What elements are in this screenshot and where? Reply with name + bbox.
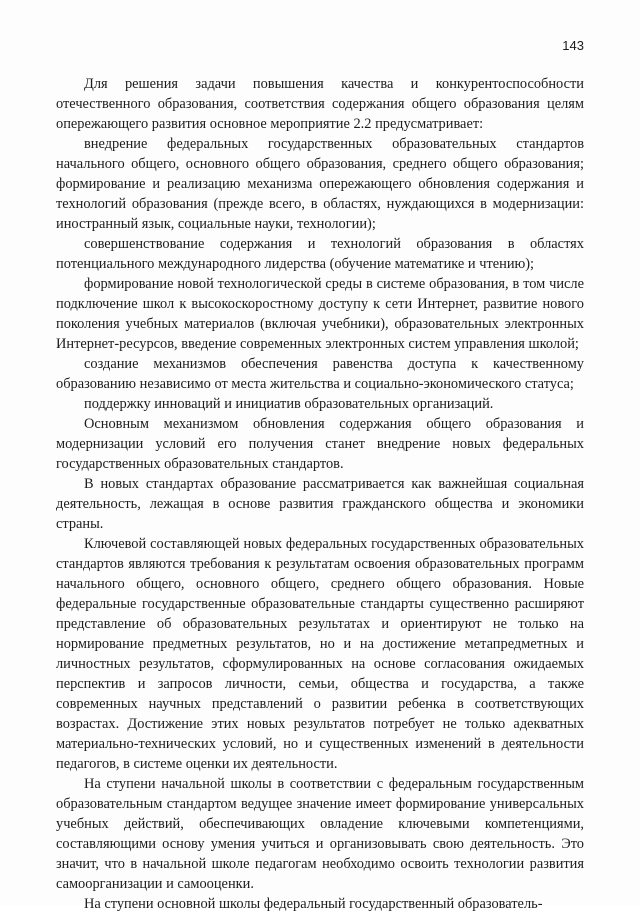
paragraph: Ключевой составляющей новых федеральных государственных образовательных стандартов являются требования к результатам освоения образовательных программ начального общего, основного общего, среднего общего образования. Новые федеральные государственные образовательные стандарты существенно расширяют представление об образовательных результатах и ориентируют не только на нормирование предметных результатов, но и на достижение метапредметных и личностных результатов, сформулированных на основе согласования ожидаемых перспектив и запросов личности, семьи, общества и государства, а также современных научных представлений о развитии ребенка в соответствующих возрастах. Достижение этих новых результатов потребует не только адекватных материально-технических условий, но и существенных изменений в деятельности педагогов, в системе оценки их деятельности. — [56, 536, 584, 772]
list-item: внедрение федеральных государственных образовательных стандартов начального общего, основного общего образования, среднего общего образования; формирование и реализацию механизма опережающего обновления содержания и технологий образования (прежде всего, в областях, нуждающихся в модернизации: иностранный язык, социальные науки, технологии); — [56, 136, 584, 232]
page-number: 143 — [562, 38, 584, 53]
list-item: совершенствование содержания и технологий образования в областях потенциального международного лидерства (обучение математике и чтению); — [56, 236, 584, 272]
paragraph: Для решения задачи повышения качества и конкурентоспособности отечественного образования, соответствия содержания общего образования целям опережающего развития основное мероприятие 2.2 предусматривает: — [56, 76, 584, 132]
paragraph: В новых стандартах образование рассматривается как важнейшая социальная деятельность, лежащая в основе развития гражданского общества и экономики страны. — [56, 476, 584, 532]
paragraph: Основным механизмом обновления содержания общего образования и модернизации условий его получения станет внедрение новых федеральных государственных образовательных стандартов. — [56, 416, 584, 472]
body-text — [56, 74, 584, 914]
paragraph: На ступени основной школы федеральный государственный образователь- — [84, 896, 543, 912]
list-item: создание механизмов обеспечения равенства доступа к качественному образованию независимо от места жительства и социально-экономического статуса; — [56, 356, 584, 392]
list-item: формирование новой технологической среды в системе образования, в том числе подключение школ к высокоскоростному доступу к сети Интернет, развитие нового поколения учебных материалов (включая учебники), образовательных электронных Интернет-ресурсов, введение современных электронных систем управления школой; — [56, 276, 584, 352]
list-item: поддержку инноваций и инициатив образовательных организаций. — [84, 396, 494, 412]
paragraph: На ступени начальной школы в соответствии с федеральным государственным образовательным стандартом ведущее значение имеет формирование универсальных учебных действий, обеспечивающих овладение ключевыми компетенциями, составляющими основу умения учиться и организовывать свою деятельность. Это значит, что в начальной школе педагогам необходимо освоить технологии развития самоорганизации и самооценки. — [56, 776, 584, 892]
